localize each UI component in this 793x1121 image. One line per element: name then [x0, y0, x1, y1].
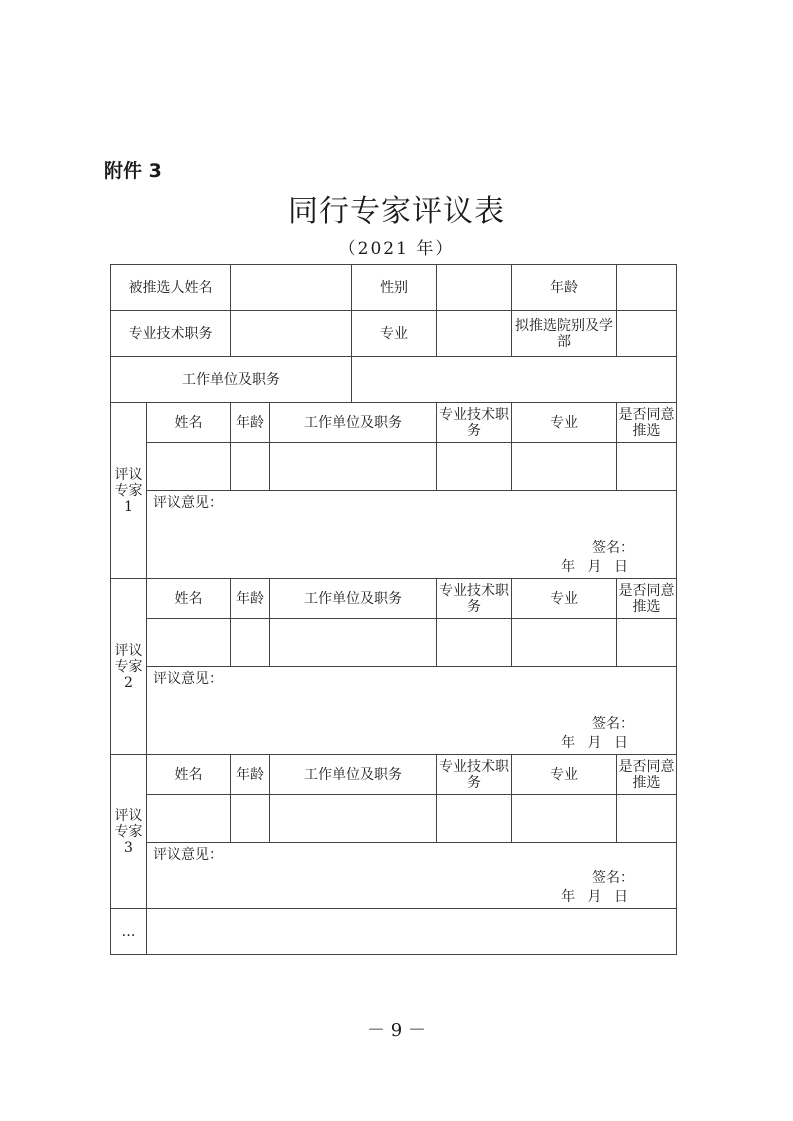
- reviewer-1-major-header: 专业: [512, 403, 617, 443]
- reviewer-1-label: 评议专家1: [111, 403, 147, 579]
- reviewer-3-title-header: 专业技术职务: [437, 755, 512, 795]
- reviewer-1-opinion[interactable]: [147, 491, 677, 579]
- candidate-workunit-label: 工作单位及职务: [111, 357, 352, 403]
- reviewer-1-age-value[interactable]: [231, 443, 270, 491]
- reviewer-2-workunit-header: 工作单位及职务: [270, 579, 437, 619]
- reviewer-1-date-label: 年 月 日: [561, 559, 632, 575]
- reviewer-1-workunit-value[interactable]: [270, 443, 437, 491]
- candidate-name-label: 被推选人姓名: [111, 265, 231, 311]
- reviewer-1-name-header: 姓名: [147, 403, 231, 443]
- reviewer-3-label: 评议专家3: [111, 755, 147, 909]
- reviewer-1-age-header: 年龄: [231, 403, 270, 443]
- reviewer-3-title-value[interactable]: [437, 795, 512, 843]
- reviewer-2-date-label: 年 月 日: [561, 735, 632, 751]
- reviewer-1-title-header: 专业技术职务: [437, 403, 512, 443]
- reviewer-2-age-value[interactable]: [231, 619, 270, 667]
- reviewer-2-major-value[interactable]: [512, 619, 617, 667]
- reviewer-1-workunit-header: 工作单位及职务: [270, 403, 437, 443]
- candidate-gender-value[interactable]: [437, 265, 512, 311]
- more-reviewers-cell[interactable]: [147, 909, 677, 955]
- reviewer-3-sign-label: 签名：: [592, 870, 634, 886]
- reviewer-3-age-value[interactable]: [231, 795, 270, 843]
- candidate-dept-label: 拟推选院别及学部: [512, 311, 617, 357]
- reviewer-2-name-value[interactable]: [147, 619, 231, 667]
- reviewer-2-opinion-label: 评议意见：: [153, 671, 223, 687]
- form-year: （2021 年）: [338, 239, 455, 259]
- reviewer-2-major-header: 专业: [512, 579, 617, 619]
- reviewer-1-agree-header: 是否同意推选: [617, 403, 677, 443]
- candidate-workunit-value[interactable]: [352, 357, 677, 403]
- reviewer-3-date-label: 年 月 日: [561, 889, 632, 905]
- reviewer-3-agree-value[interactable]: [617, 795, 677, 843]
- candidate-gender-label: 性别: [352, 265, 437, 311]
- reviewer-3-major-header: 专业: [512, 755, 617, 795]
- candidate-age-value[interactable]: [617, 265, 677, 311]
- candidate-name-value[interactable]: [231, 265, 352, 311]
- candidate-major-value[interactable]: [437, 311, 512, 357]
- candidate-age-label: 年龄: [512, 265, 617, 311]
- reviewer-2-agree-header: 是否同意推选: [617, 579, 677, 619]
- reviewer-3-name-header: 姓名: [147, 755, 231, 795]
- form-title: 同行专家评议表: [288, 194, 505, 229]
- reviewer-1-major-value[interactable]: [512, 443, 617, 491]
- reviewer-1-name-value[interactable]: [147, 443, 231, 491]
- peer-review-form: [110, 264, 677, 955]
- reviewer-2-name-header: 姓名: [147, 579, 231, 619]
- candidate-title-label: 专业技术职务: [111, 311, 231, 357]
- reviewer-3-agree-header: 是否同意推选: [617, 755, 677, 795]
- reviewer-2-workunit-value[interactable]: [270, 619, 437, 667]
- reviewer-3-opinion-label: 评议意见：: [153, 847, 223, 863]
- reviewer-3-name-value[interactable]: [147, 795, 231, 843]
- reviewer-1-title-value[interactable]: [437, 443, 512, 491]
- reviewer-2-title-value[interactable]: [437, 619, 512, 667]
- more-reviewers-label: …: [111, 909, 147, 955]
- reviewer-3-opinion[interactable]: [147, 843, 677, 909]
- reviewer-3-workunit-header: 工作单位及职务: [270, 755, 437, 795]
- candidate-dept-value[interactable]: [617, 311, 677, 357]
- reviewer-3-workunit-value[interactable]: [270, 795, 437, 843]
- reviewer-2-agree-value[interactable]: [617, 619, 677, 667]
- reviewer-1-opinion-label: 评议意见：: [153, 495, 223, 511]
- reviewer-2-label: 评议专家2: [111, 579, 147, 755]
- reviewer-1-sign-label: 签名：: [592, 540, 634, 556]
- reviewer-2-sign-label: 签名：: [592, 716, 634, 732]
- attachment-label: 附件 3: [104, 160, 162, 182]
- candidate-title-value[interactable]: [231, 311, 352, 357]
- reviewer-1-agree-value[interactable]: [617, 443, 677, 491]
- reviewer-2-opinion[interactable]: [147, 667, 677, 755]
- reviewer-2-age-header: 年龄: [231, 579, 270, 619]
- reviewer-3-major-value[interactable]: [512, 795, 617, 843]
- page-number: － 9 －: [367, 1020, 426, 1041]
- candidate-major-label: 专业: [352, 311, 437, 357]
- reviewer-2-title-header: 专业技术职务: [437, 579, 512, 619]
- reviewer-3-age-header: 年龄: [231, 755, 270, 795]
